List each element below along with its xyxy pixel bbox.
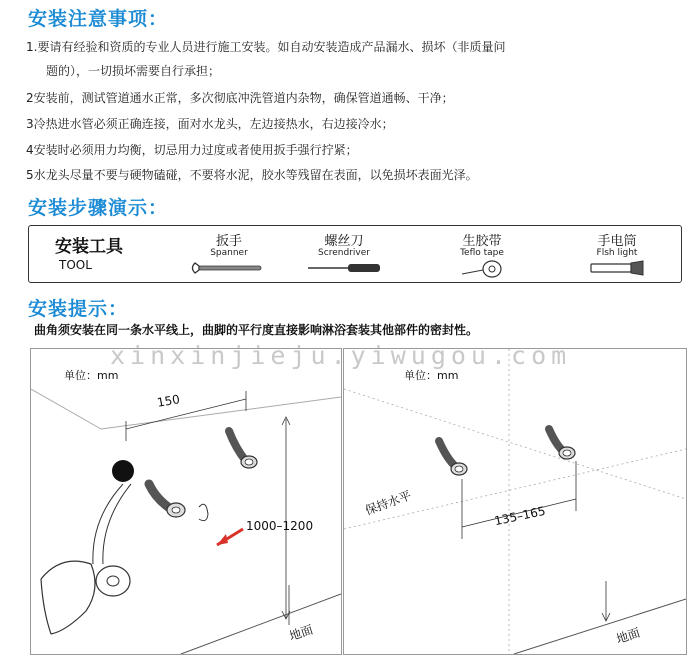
tool-box [28, 225, 682, 283]
tool-name-en: Screndriver [318, 248, 370, 258]
tool-name-en: Spanner [210, 248, 248, 258]
note-line-1: 1.要请有经验和资质的专业人员进行施工安装。如自动安装造成产品漏水、损坏（非质量问 [26, 40, 506, 54]
floor-label-right: 地面 [614, 625, 642, 647]
left-installation-diagram [31, 349, 341, 654]
elbow-fitting-right-icon [549, 429, 575, 459]
dimension-1000-1200: 1000–1200 [246, 519, 314, 533]
tool-name-en: Flsh light [596, 248, 638, 258]
tool-spanner [184, 230, 274, 276]
notes-section-title: 安装注意事项： [28, 8, 169, 30]
dimension-150: 150 [155, 392, 181, 410]
dimension-135-165: 135–165 [493, 503, 547, 529]
watermark: xinxinjieju.yiwugou.com [110, 341, 572, 370]
flashlight-icon [577, 260, 657, 276]
elbow-fitting-lower-icon [149, 484, 185, 517]
tool-box-subtitle: TOOL [59, 258, 92, 272]
elbow-fitting-left-icon [439, 441, 467, 475]
floor-label-left: 地面 [287, 622, 315, 644]
right-unit-label: 单位：mm [404, 369, 459, 382]
tool-flashlight [572, 230, 662, 276]
diagram-right [343, 348, 687, 655]
tool-name-cn: 生胶带 [462, 234, 502, 249]
tool-box-title: 安装工具 [55, 237, 123, 257]
screwdriver-icon [304, 260, 384, 276]
tool-tape [437, 230, 527, 278]
tape-roll-icon [442, 260, 522, 278]
tips-section-title: 安装提示： [28, 298, 129, 320]
steps-section-title: 安装步骤演示： [28, 197, 169, 219]
elbow-fitting-icon [229, 431, 257, 468]
left-unit-label: 单位：mm [64, 369, 119, 382]
tool-name-en: Teflo tape [460, 248, 504, 258]
tip-text: 曲角须安装在同一条水平线上，曲脚的平行度直接影响淋浴套装其他部件的密封性。 [34, 323, 479, 337]
tool-name-cn: 手电筒 [597, 234, 637, 249]
keep-level-label: 保持水平 [363, 488, 414, 518]
tool-name-cn: 扳手 [215, 234, 242, 249]
note-line-3: 3冷热进水管必须正确连接，面对水龙头，左边接热水，右边接冷水； [26, 117, 394, 131]
tool-screwdriver [299, 230, 389, 276]
note-line-4: 4安装时必须用力均衡，切忌用力过度或者使用扳手强行拧紧； [26, 143, 358, 157]
note-line-5: 5水龙头尽量不要与硬物磕碰，不要将水泥，胶水等残留在表面，以免损坏表面光泽。 [26, 168, 478, 182]
note-line-2: 2安装前，测试管道通水正常，多次彻底冲洗管道内杂物，确保管道通畅、干净； [26, 91, 454, 105]
wrench-icon [189, 260, 269, 276]
note-line-1-cont: 题的），一切损坏需要自行承担； [46, 64, 221, 78]
tool-name-cn: 螺丝刀 [324, 234, 364, 249]
diagram-left [30, 348, 342, 655]
